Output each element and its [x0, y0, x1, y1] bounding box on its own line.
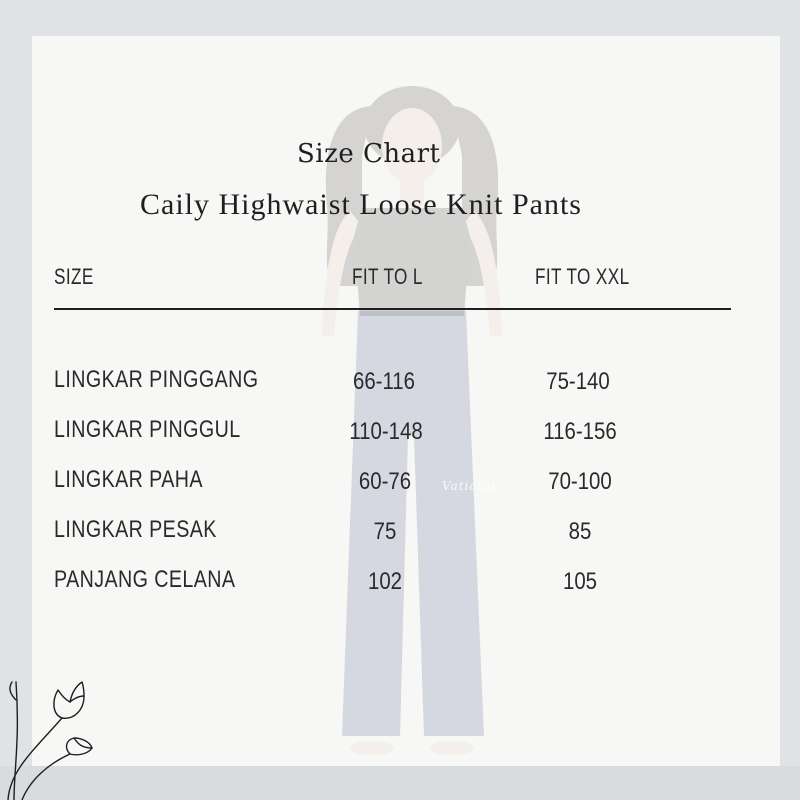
page-title: Size Chart [297, 139, 441, 169]
value-fit-to-xxl: 105 [562, 568, 598, 595]
value-fit-to-l: 66-116 [352, 368, 415, 395]
table-row [32, 366, 780, 402]
table-header [32, 264, 780, 304]
row-label: LINGKAR PAHA [54, 466, 203, 493]
row-label: LINGKAR PESAK [54, 516, 217, 543]
row-label: LINGKAR PINGGUL [54, 416, 241, 443]
header-fit-to-xxl: FIT TO XXL [535, 264, 630, 289]
table-row [32, 566, 780, 602]
tulip-line-art-icon [0, 660, 120, 800]
header-fit-to-l: FIT TO L [352, 264, 423, 289]
product-name: Caily Highwaist Loose Knit Pants [140, 188, 582, 221]
row-label: LINGKAR PINGGANG [54, 366, 259, 393]
table-row [32, 516, 780, 552]
value-fit-to-xxl: 116-156 [543, 418, 617, 445]
header-size: SIZE [54, 264, 94, 289]
value-fit-to-xxl: 85 [568, 518, 592, 545]
bottom-band [0, 766, 800, 800]
size-chart-card [32, 36, 780, 766]
value-fit-to-l: 110-148 [349, 418, 423, 445]
table-row [32, 416, 780, 452]
value-fit-to-l: 102 [367, 568, 403, 595]
value-fit-to-xxl: 70-100 [548, 468, 612, 495]
header-divider [54, 308, 731, 310]
value-fit-to-xxl: 75-140 [546, 368, 610, 395]
watermark: Vatiable [442, 479, 500, 493]
row-label: PANJANG CELANA [54, 566, 236, 593]
table-row [32, 466, 780, 502]
value-fit-to-l: 75 [373, 518, 397, 545]
value-fit-to-l: 60-76 [358, 468, 412, 495]
